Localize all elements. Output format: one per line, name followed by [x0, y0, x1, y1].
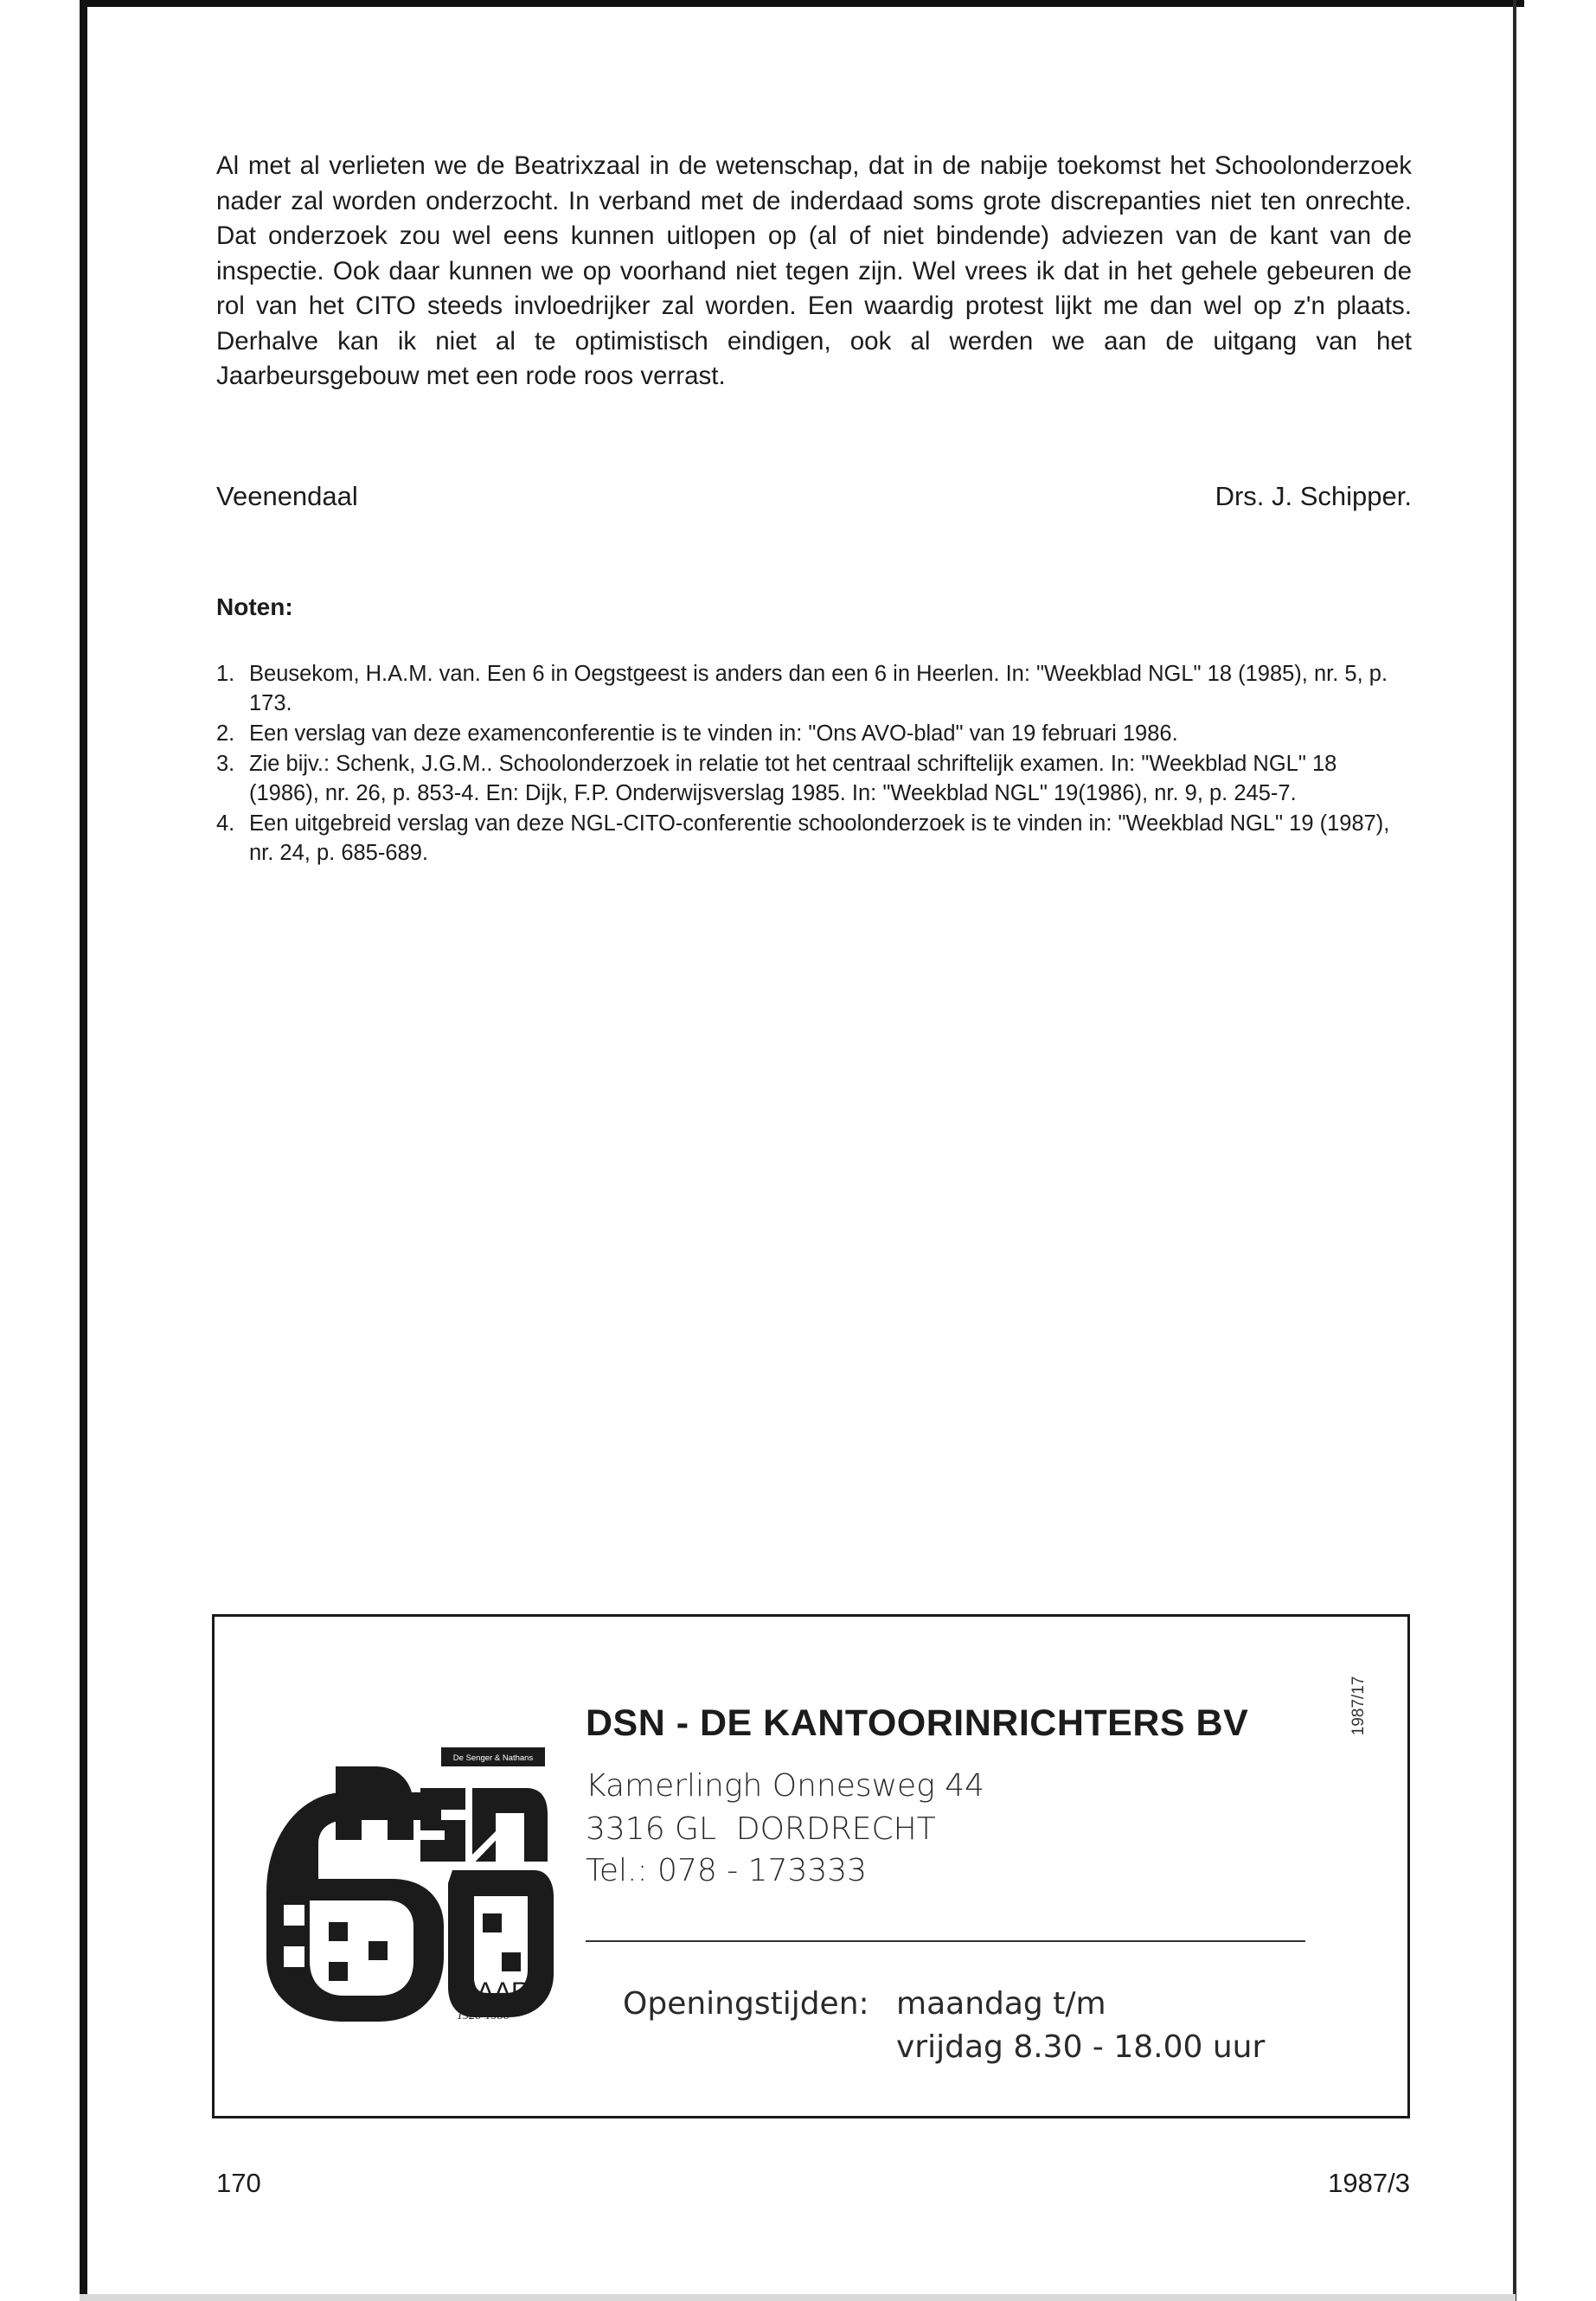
company-name: DSN - DE KANTOORINRICHTERS BV	[586, 1702, 1249, 1744]
logo-years: 1926-1986	[457, 2009, 510, 2022]
scan-edge-top	[80, 0, 1524, 7]
scan-edge-right	[1513, 0, 1516, 2301]
note-number: 4.	[216, 811, 235, 836]
opening-hours-line1: maandag t/m	[896, 1986, 1106, 2022]
note-item	[216, 659, 1412, 718]
notes-list	[216, 659, 1412, 868]
note-item	[216, 719, 1412, 748]
address-street: Kamerlingh Onnesweg 44	[586, 1768, 985, 1804]
dsn-logo-icon	[249, 1740, 561, 2026]
note-text: Een verslag van deze examenconferentie is te vinden in: "Ons AVO-blad" van 19 februari 1986.	[249, 721, 1178, 746]
address-city: 3316 GL DORDRECHT	[586, 1811, 936, 1847]
issue-number: 1987/3	[1328, 2168, 1410, 2198]
article-place: Veenendaal	[216, 481, 358, 511]
logo-tagline: De Senger & Nathans	[452, 1753, 534, 1763]
note-text: Zie bijv.: Schenk, J.G.M.. Schoolonderzoek in relatie tot het centraal schriftelijk examen. In: "Weekblad NGL" 18 (1986), nr. 26, p. 853-4. En: Dijk, F.P. Onderwijsverslag 1985. In: "Weekblad NGL" 19(1986), nr. 9, p. 245-7.	[249, 752, 1337, 805]
scan-edge-bottom	[80, 2294, 1516, 2301]
note-item	[216, 809, 1412, 868]
note-number: 3.	[216, 752, 235, 776]
note-number: 2.	[216, 721, 235, 746]
article-paragraph: Al met al verlieten we de Beatrixzaal in de wetenschap, dat in de nabije toekomst het Schoolonderzoek nader zal worden onderzocht. In verband met de inderdaad soms grote discrepanties niet ten onrechte. Dat onderzoek zou wel eens kunnen uitlopen op (al of niet bindende) adviezen van de kant van de inspectie. Ook daar kunnen we op voorhand niet tegen zijn. Wel vrees ik dat in het gehele gebeuren de rol van het CITO steeds invloedrijker zal worden. Een waardig protest lijkt me dan wel op z'n plaats. Derhalve kan ik niet al te optimistisch eindigen, ook al werden we aan de uitgang van het Jaarbeursgebouw met een rode roos verrast.	[216, 151, 1412, 390]
opening-hours-line2: vrijdag 8.30 - 18.00 uur	[896, 2029, 1266, 2065]
note-text: Een uitgebreid verslag van deze NGL-CITO-conferentie schoolonderzoek is te vinden in: "Weekblad NGL" 19 (1987), nr. 24, p. 685-689.	[249, 811, 1390, 865]
logo-jaar: JAAR	[464, 1977, 530, 2006]
note-text: Beusekom, H.A.M. van. Een 6 in Oegstgeest is anders dan een 6 in Heerlen. In: "Weekblad NGL" 18 (1985), nr. 5, p. 173.	[249, 662, 1388, 715]
article-author: Drs. J. Schipper.	[1215, 481, 1412, 511]
logo-six-inner	[310, 1900, 413, 1996]
notes-heading: Noten:	[216, 593, 293, 620]
logo-s-shape	[420, 1788, 465, 1862]
advertisement-divider	[586, 1940, 1305, 1942]
scan-edge-left	[80, 0, 87, 2301]
advertisement-code: 1987/17	[1349, 1676, 1368, 1736]
note-item	[216, 749, 1412, 808]
opening-hours-label: Openingstijden:	[623, 1986, 869, 2022]
page-number: 170	[216, 2168, 261, 2198]
phone-number: Tel.: 078 - 173333	[586, 1853, 868, 1888]
note-number: 1.	[216, 662, 235, 686]
